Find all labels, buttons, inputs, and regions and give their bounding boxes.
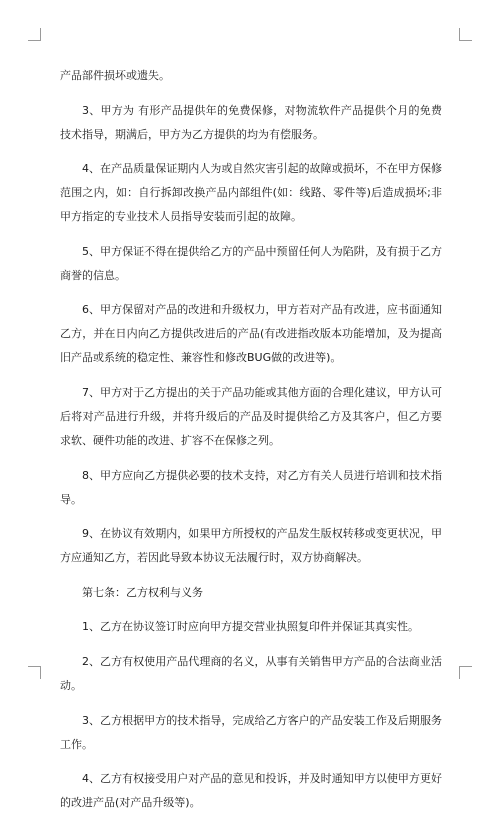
paragraph-clause-7: 7、甲方对于乙方提出的关于产品功能或其他方面的合理化建议，甲方认可后将对产品进行升级，并将升级后的产品及时提供给乙方及其客户，但乙方要求软、硬件功能的改进、扩容不在保修之列。 xyxy=(60,385,442,447)
paragraph-party-b-3: 3、乙方根据甲方的技术指导，完成给乙方客户的产品安装工作及后期服务工作。 xyxy=(60,713,442,751)
paragraph-continuation: 产品部件损坏或遗失。 xyxy=(60,69,170,82)
paragraph-clause-4: 4、在产品质量保证期内人为或自然灾害引起的故障或损坏，不在甲方保修范围之内，如：自行拆卸改换产品内部组件(如：线路、零件等)后造成损坏;非甲方指定的专业技术人员指导安装而引起的故障。 xyxy=(60,162,442,224)
paragraph-clause-6: 6、甲方保留对产品的改进和升级权力，甲方若对产品有改进，应书面通知乙方，并在日内向乙方提供改进后的产品(有改进指改版本功能增加，及为提高旧产品或系统的稳定性、兼容性和修改BUG做的改进等)。 xyxy=(60,303,442,365)
paragraph-clause-3: 3、甲方为 有形产品提供年的免费保修，对物流软件产品提供个月的免费技术指导，期满后，甲方为乙方提供的均为有偿服务。 xyxy=(60,103,442,141)
document-body xyxy=(60,64,442,826)
crop-mark-bottom-left xyxy=(28,666,41,679)
crop-mark-top-right xyxy=(459,28,472,41)
crop-mark-bottom-right xyxy=(459,666,472,679)
section-heading-article-7: 第七条：乙方权利与义务 xyxy=(82,585,203,599)
paragraph-party-b-1: 1、乙方在协议签订时应向甲方提交营业执照复印件并保证其真实性。 xyxy=(82,620,419,634)
paragraph-clause-5: 5、甲方保证不得在提供给乙方的产品中预留任何人为陷阱，及有损于乙方商誉的信息。 xyxy=(60,244,442,282)
paragraph-clause-8: 8、甲方应向乙方提供必要的技术支持，对乙方有关人员进行培训和技术指导。 xyxy=(60,468,442,506)
crop-mark-top-left xyxy=(28,28,41,41)
paragraph-party-b-2: 2、乙方有权使用产品代理商的名义，从事有关销售甲方产品的合法商业活动。 xyxy=(60,654,442,692)
paragraph-clause-9: 9、在协议有效期内，如果甲方所授权的产品发生版权转移或变更状况，甲方应通知乙方，若因此导致本协议无法履行时，双方协商解决。 xyxy=(60,527,442,565)
paragraph-party-b-4: 4、乙方有权接受用户对产品的意见和投诉，并及时通知甲方以使甲方更好的改进产品(对产品升级等)。 xyxy=(60,772,442,810)
